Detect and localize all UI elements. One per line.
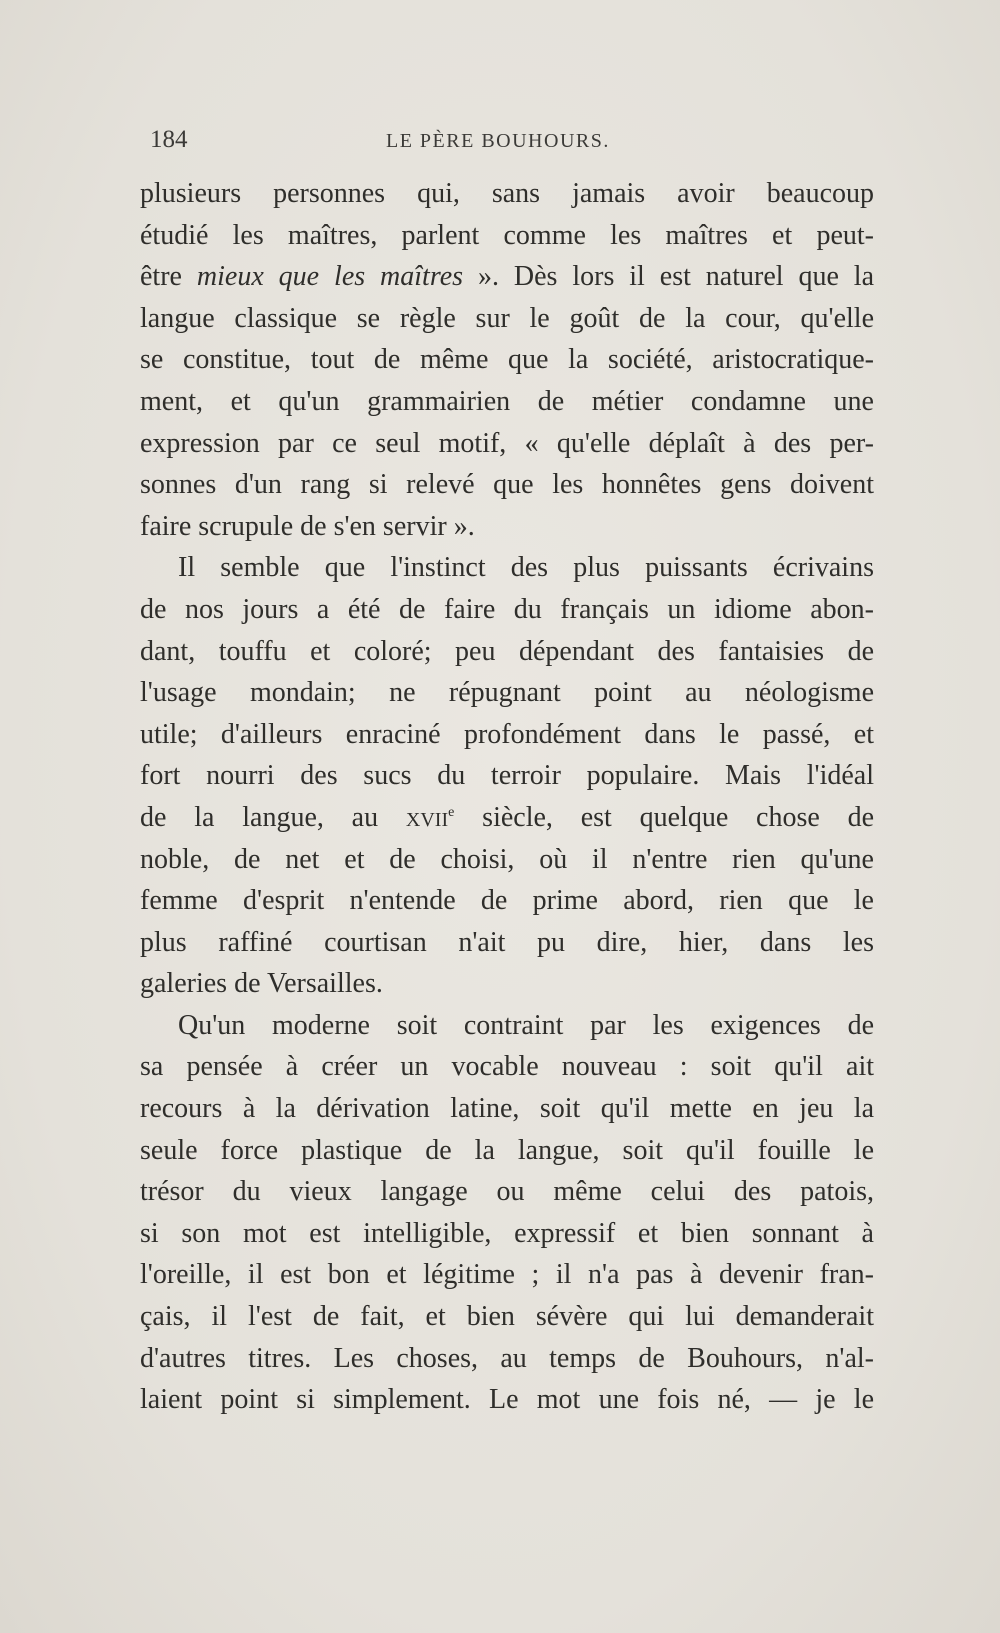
text-line: çais, il l'est de fait, et bien sévère qui lui demanderait bbox=[140, 1301, 874, 1333]
text-line: noble, de net et de choisi, où il n'entre rien qu'une bbox=[140, 843, 874, 875]
text-line: de nos jours a été de faire du français un idiome abon- bbox=[140, 593, 874, 625]
text-line: langue classique se règle sur le goût de la cour, qu'elle bbox=[140, 302, 874, 334]
text-line: trésor du vieux langage ou même celui des patois, bbox=[140, 1176, 874, 1208]
paragraph bbox=[140, 173, 874, 547]
text-line: se constitue, tout de même que la société, aristocratique- bbox=[140, 344, 874, 376]
text-line: expression par ce seul motif, « qu'elle déplaît à des per- bbox=[140, 427, 874, 459]
page-number: 184 bbox=[150, 126, 188, 153]
superscript: e bbox=[448, 804, 455, 820]
page-header bbox=[150, 126, 856, 166]
running-head: LE PÈRE BOUHOURS. bbox=[386, 130, 610, 152]
text-line: femme d'esprit n'entende de prime abord, rien que le bbox=[140, 885, 874, 917]
italic-quote: mieux que les maîtres bbox=[196, 261, 464, 293]
text-line: ment, et qu'un grammairien de métier condamne une bbox=[140, 385, 874, 417]
text-line: l'oreille, il est bon et légitime ; il n'a pas à devenir fran- bbox=[140, 1259, 874, 1291]
text-span: de la langue, au bbox=[140, 801, 379, 833]
text-line: plusieurs personnes qui, sans jamais avoir beaucoup bbox=[140, 178, 874, 209]
text-span: être bbox=[140, 261, 182, 293]
text-line: galeries de Versailles. bbox=[140, 968, 383, 1000]
text-line: laient point si simplement. Le mot une fois né, — je le bbox=[140, 1384, 874, 1416]
text-line: étudié les maîtres, parlent comme les maîtres et peut- bbox=[140, 219, 874, 251]
text-line: dant, touffu et coloré; peu dépendant des fantaisies de bbox=[140, 635, 874, 667]
text-line: d'autres titres. Les choses, au temps de Bouhours, n'al- bbox=[140, 1342, 874, 1374]
text-line: plus raffiné courtisan n'ait pu dire, hier, dans les bbox=[140, 926, 874, 958]
text-span: siècle, est quelque chose de bbox=[482, 801, 875, 833]
paragraph bbox=[140, 1005, 874, 1421]
text-line bbox=[140, 797, 874, 839]
body-text bbox=[140, 173, 874, 1421]
text-line: si son mot est intelligible, expressif et bien sonnant à bbox=[140, 1217, 874, 1249]
text-line: faire scrupule de s'en servir ». bbox=[140, 510, 475, 542]
text-span: ». Dès lors il est naturel que la bbox=[477, 261, 875, 293]
century-numeral: xvii bbox=[405, 801, 449, 833]
text-line: recours à la dérivation latine, soit qu'il mette en jeu la bbox=[140, 1093, 874, 1125]
text-line: sonnes d'un rang si relevé que les honnêtes gens doivent bbox=[140, 469, 874, 501]
text-line: Il semble que l'instinct des plus puissants écrivains bbox=[178, 552, 874, 584]
text-line: utile; d'ailleurs enraciné profondément dans le passé, et bbox=[140, 718, 874, 750]
text-line: seule force plastique de la langue, soit qu'il fouille le bbox=[140, 1134, 874, 1166]
paragraph bbox=[140, 547, 874, 1005]
text-line bbox=[140, 256, 874, 298]
text-line: sa pensée à créer un vocable nouveau : soit qu'il ait bbox=[140, 1051, 874, 1083]
text-line: Qu'un moderne soit contraint par les exigences de bbox=[178, 1009, 874, 1041]
text-line: fort nourri des sucs du terroir populaire. Mais l'idéal bbox=[140, 760, 874, 792]
text-line: l'usage mondain; ne répugnant point au néologisme bbox=[140, 677, 874, 709]
